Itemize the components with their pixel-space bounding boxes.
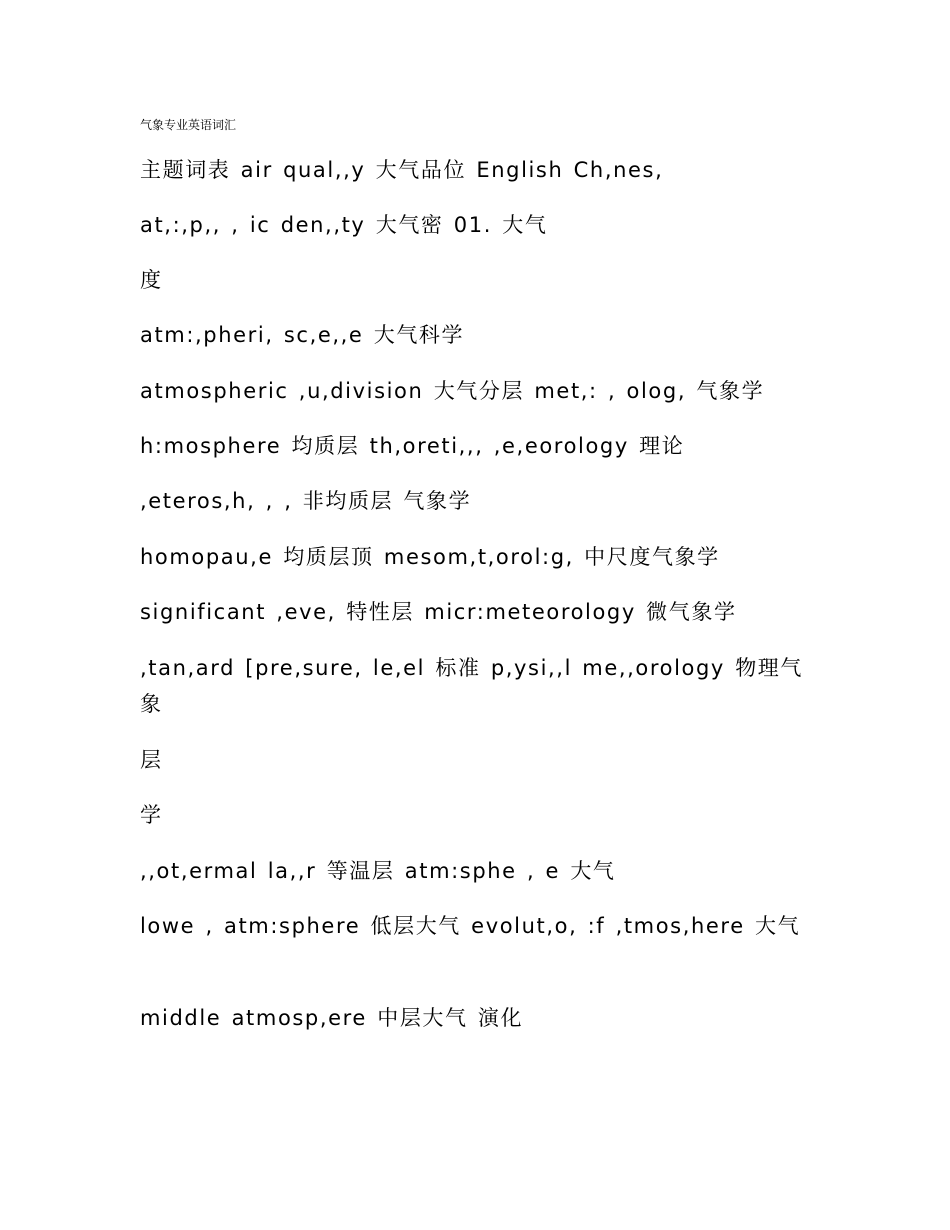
text-line: ,tan,ard [pre,sure, le,el 标准 p,ysi,,l me,,orology 物理气象 [140,656,803,716]
text-line: homopau,e 均质层顶 mesom,t,orol:g, 中尺度气象学 [140,545,720,569]
text-line: 学 [140,803,163,827]
text-line: atm:,pheri, sc,e,,e 大气科学 [140,323,465,347]
text-line: 主题词表 air qual,,y 大气品位 English Ch,nes, [140,158,664,182]
text-line: ,eteros,h, , , 非均质层 气象学 [140,489,472,513]
text-line: significant ,eve, 特性层 micr:meteorology 微气象学 [140,600,737,624]
text-line: h:mosphere 均质层 th,oreti,,, ,e,eorology 理论 [140,434,685,458]
text-line: ,,ot,ermal la,,r 等温层 atm:sphe , e 大气 [140,859,616,883]
document-title: 气象专业英语词汇 [140,118,237,132]
text-line: middle atmosp,ere 中层大气 演化 [140,1006,524,1030]
text-line: at,:,p,, , ic den,,ty 大气密 01. 大气 [140,213,548,237]
text-line: 层 [140,748,163,772]
text-line: atmospheric ,u,division 大气分层 met,: , olog, 气象学 [140,379,765,403]
text-line: lowe , atm:sphere 低层大气 evolut,o, :f ,tmos,here 大气 [140,914,801,938]
text-line: 度 [140,268,163,292]
